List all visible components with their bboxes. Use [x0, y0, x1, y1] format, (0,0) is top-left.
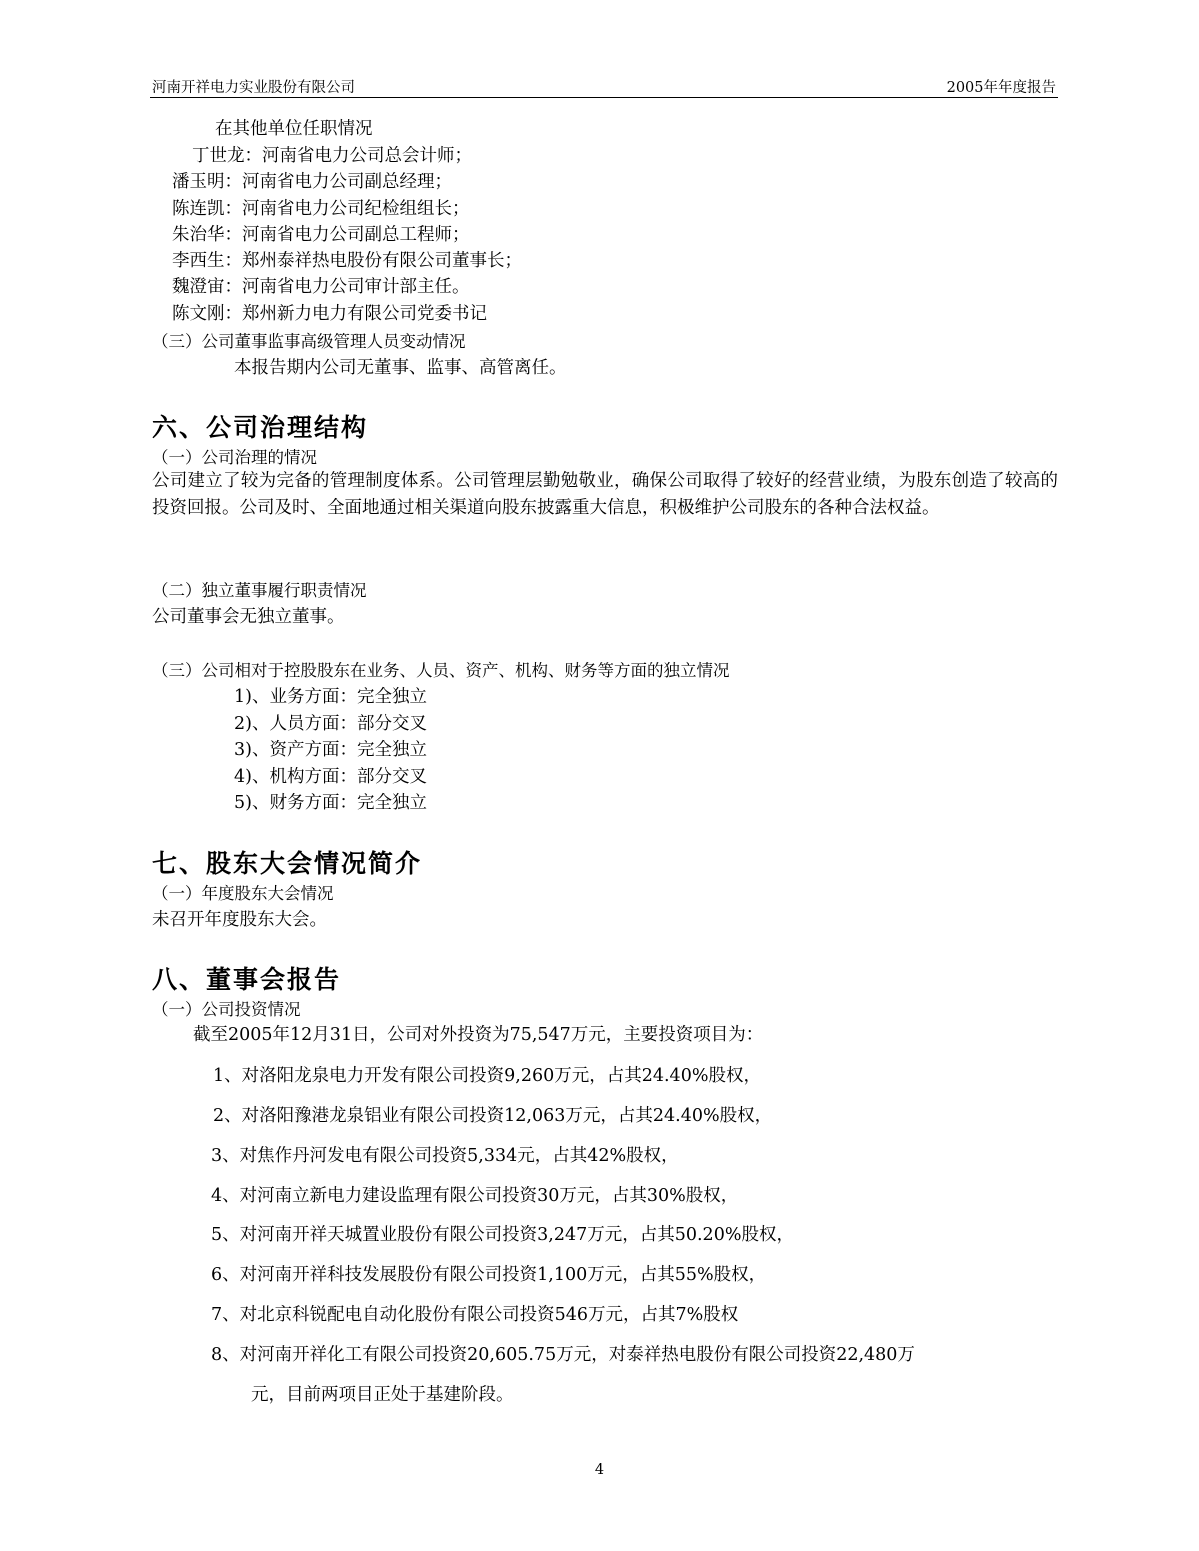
section6-sub1-text: 公司建立了较为完备的管理制度体系。公司管理层勤勉敬业，确保公司取得了较好的经营业绩，为股东创造了较高的投资回报。公司及时、全面地通过相关渠道向股东披露重大信息，积极维护公司股东的各种合法权益。: [152, 471, 1058, 518]
post-line: 李西生：郑州泰祥热电股份有限公司董事长；: [172, 251, 522, 271]
section7-heading: 七、股东大会情况简介: [152, 849, 423, 878]
independence-item: 5)、财务方面：完全独立: [234, 793, 427, 813]
change-title: （三）公司董事监事高级管理人员变动情况: [152, 332, 466, 351]
section6-sub2-title: （二）独立董事履行职责情况: [152, 581, 367, 600]
investment-intro: 截至2005年12月31日，公司对外投资为75,547万元，主要投资项目为：: [193, 1025, 764, 1045]
independence-item: 2)、人员方面：部分交叉: [234, 714, 427, 734]
section6-sub3-title: （三）公司相对于控股股东在业务、人员、资产、机构、财务等方面的独立情况: [152, 661, 730, 680]
change-text: 本报告期内公司无董事、监事、高管离任。: [234, 358, 567, 378]
investment-item: 1、对洛阳龙泉电力开发有限公司投资9,260万元，占其24.40%股权，: [213, 1066, 761, 1086]
header-report-title: 2005年年度报告: [946, 80, 1056, 96]
header-company: 河南开祥电力实业股份有限公司: [152, 80, 355, 96]
post-line: 丁世龙：河南省电力公司总会计师；: [192, 146, 472, 166]
post-line: 朱治华：河南省电力公司副总工程师；: [172, 225, 470, 245]
post-line: 陈文刚：郑州新力电力有限公司党委书记: [172, 304, 487, 324]
independence-item: 1)、业务方面：完全独立: [234, 687, 427, 707]
section8-sub1-title: （一）公司投资情况: [152, 1000, 301, 1019]
investment-item: 8、对河南开祥化工有限公司投资20,605.75万元，对泰祥热电股份有限公司投资22,480万: [211, 1345, 915, 1365]
section8-heading: 八、董事会报告: [152, 965, 342, 994]
investment-item: 2、对洛阳豫港龙泉铝业有限公司投资12,063万元，占其24.40%股权，: [213, 1106, 773, 1126]
header-rule: [150, 97, 1058, 98]
section6-heading: 六、公司治理结构: [152, 413, 369, 442]
section6-sub2-text: 公司董事会无独立董事。: [152, 607, 345, 627]
investment-item-continuation: 元，目前两项目正处于基建阶段。: [251, 1385, 514, 1405]
post-line: 潘玉明：河南省电力公司副总经理；: [172, 172, 452, 192]
page-number: 4: [594, 1462, 605, 1478]
section7-sub1-text: 未召开年度股东大会。: [152, 910, 327, 930]
post-line: 魏澄宙：河南省电力公司审计部主任。: [172, 277, 470, 297]
investment-item: 5、对河南开祥天城置业股份有限公司投资3,247万元，占其50.20%股权，: [211, 1225, 794, 1245]
investment-item: 7、对北京科锐配电自动化股份有限公司投资546万元，占其7%股权: [211, 1305, 739, 1325]
investment-item: 4、对河南立新电力建设监理有限公司投资30万元，占其30%股权，: [211, 1186, 739, 1206]
section6-sub1-title: （一）公司治理的情况: [152, 448, 317, 467]
independence-item: 3)、资产方面：完全独立: [234, 740, 427, 760]
section7-sub1-title: （一）年度股东大会情况: [152, 884, 334, 903]
investment-item: 3、对焦作丹河发电有限公司投资5,334元，占其42%股权，: [211, 1146, 679, 1166]
post-line: 陈连凯：河南省电力公司纪检组组长；: [172, 199, 470, 219]
other-posts-title: 在其他单位任职情况: [215, 119, 373, 139]
investment-item: 6、对河南开祥科技发展股份有限公司投资1,100万元，占其55%股权，: [211, 1265, 767, 1285]
independence-item: 4)、机构方面：部分交叉: [234, 767, 427, 787]
